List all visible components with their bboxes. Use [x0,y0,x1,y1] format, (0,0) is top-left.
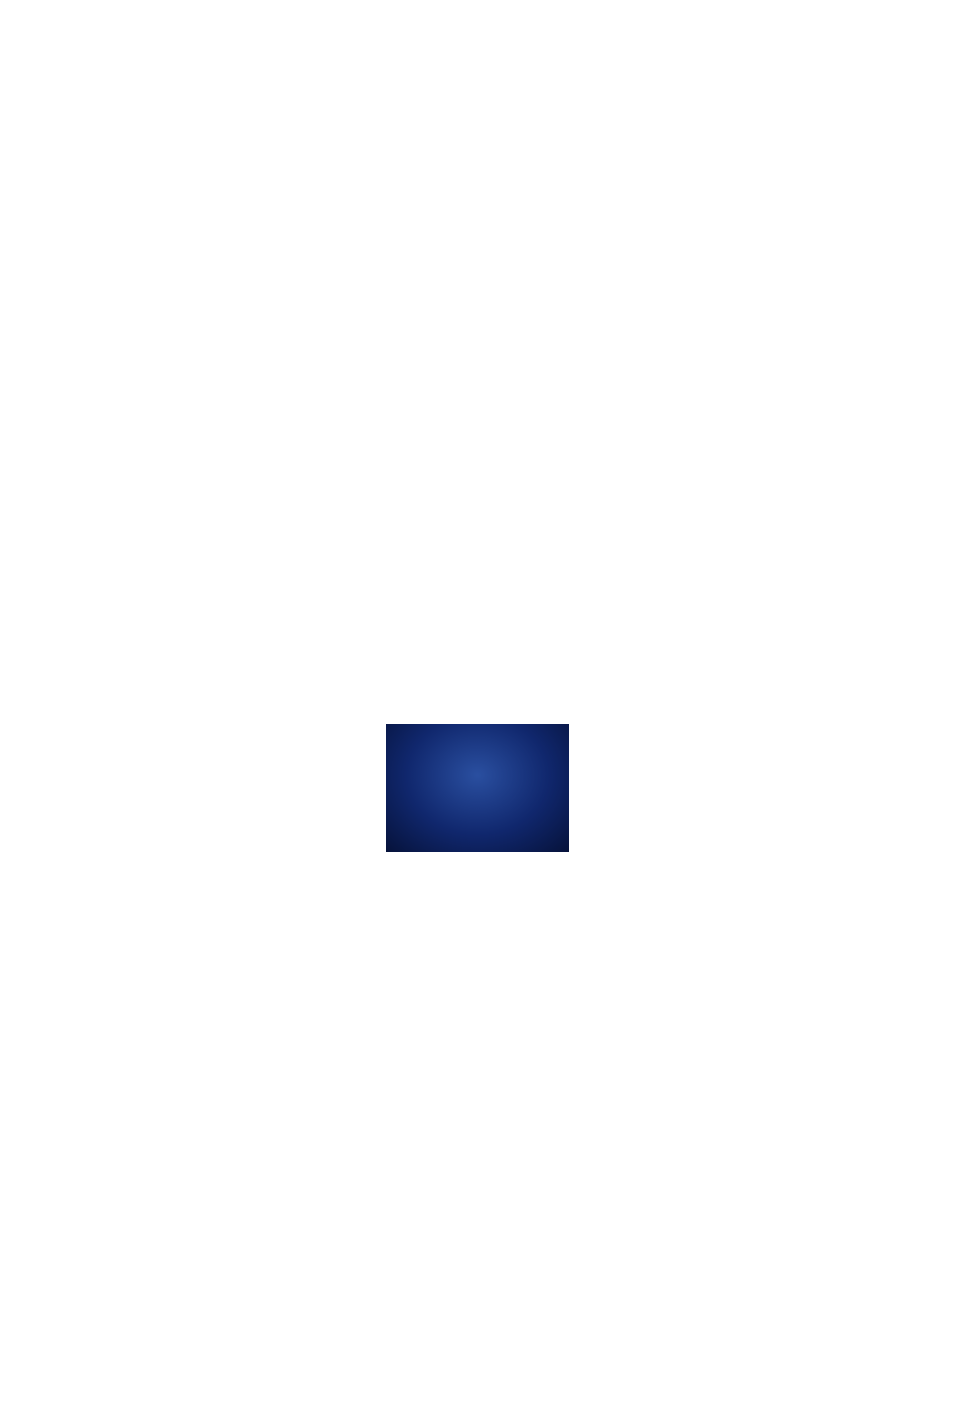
figure-1 [100,720,868,1286]
right-column [505,56,963,74]
running-header [0,0,968,22]
left-column [6,56,464,60]
sample-rgb-image [386,724,569,852]
